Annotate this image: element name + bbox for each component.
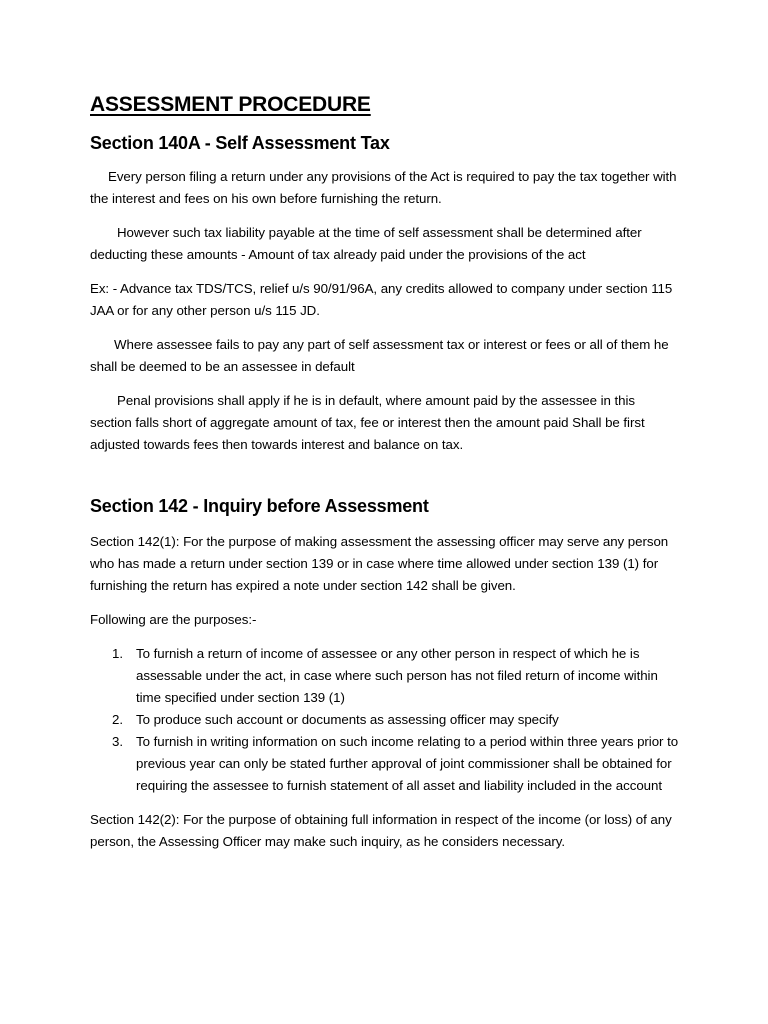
section-142-heading: Section 142 - Inquiry before Assessment	[90, 496, 429, 516]
list-item	[90, 643, 680, 709]
section-140a-paragraph-1: Every person filing a return under any provisions of the Act is required to pay the tax together with the interest and fees on his own before furnishing the return.	[90, 169, 677, 206]
section-140a-paragraph-5: Penal provisions shall apply if he is in default, where amount paid by the assessee in this section falls short of aggregate amount of tax, fee or interest then the amount paid Shall be first adjusted towards fees then towards interest and balance on tax.	[90, 393, 645, 452]
list-item-number: 3.	[112, 734, 123, 749]
document-title: ASSESSMENT PROCEDURE	[90, 93, 371, 116]
section-140a-paragraph-2: However such tax liability payable at the time of self assessment shall be determined after deducting these amounts - Amount of tax already paid under the provisions of the act	[90, 225, 642, 262]
section-140a-paragraph-3: Ex: - Advance tax TDS/TCS, relief u/s 90/91/96A, any credits allowed to company under section 115 JAA or for any other person u/s 115 JD.	[90, 281, 673, 318]
section-140a-heading: Section 140A - Self Assessment Tax	[90, 133, 390, 153]
purposes-list	[90, 643, 680, 797]
purposes-label: Following are the purposes:-	[90, 612, 257, 627]
list-item-number: 1.	[112, 646, 123, 661]
list-item-text: To furnish a return of income of assessee or any other person in respect of which he is assessable under the act, in case where such person has not filed return of income within time specified under section 139 (1)	[136, 646, 658, 705]
list-item-number: 2.	[112, 712, 123, 727]
section-140a-paragraph-4: Where assessee fails to pay any part of self assessment tax or interest or fees or all of them he shall be deemed to be an assessee in default	[90, 337, 669, 374]
list-item	[90, 731, 680, 797]
section-142-2-paragraph: Section 142(2): For the purpose of obtaining full information in respect of the income (or loss) of any person, the Assessing Officer may make such inquiry, as he considers necessary.	[90, 812, 672, 849]
list-item-text: To furnish in writing information on such income relating to a period within three years prior to previous year can only be stated further approval of joint commissioner shall be obtained for requiring the assessee to furnish statement of all asset and liability included in the account	[136, 734, 679, 793]
section-142-1-paragraph: Section 142(1): For the purpose of making assessment the assessing officer may serve any person who has made a return under section 139 or in case where time allowed under section 139 (1) for furnishing the return has expired a note under section 142 shall be given.	[90, 534, 669, 593]
list-item-text: To produce such account or documents as assessing officer may specify	[136, 712, 559, 727]
list-item	[90, 709, 680, 731]
